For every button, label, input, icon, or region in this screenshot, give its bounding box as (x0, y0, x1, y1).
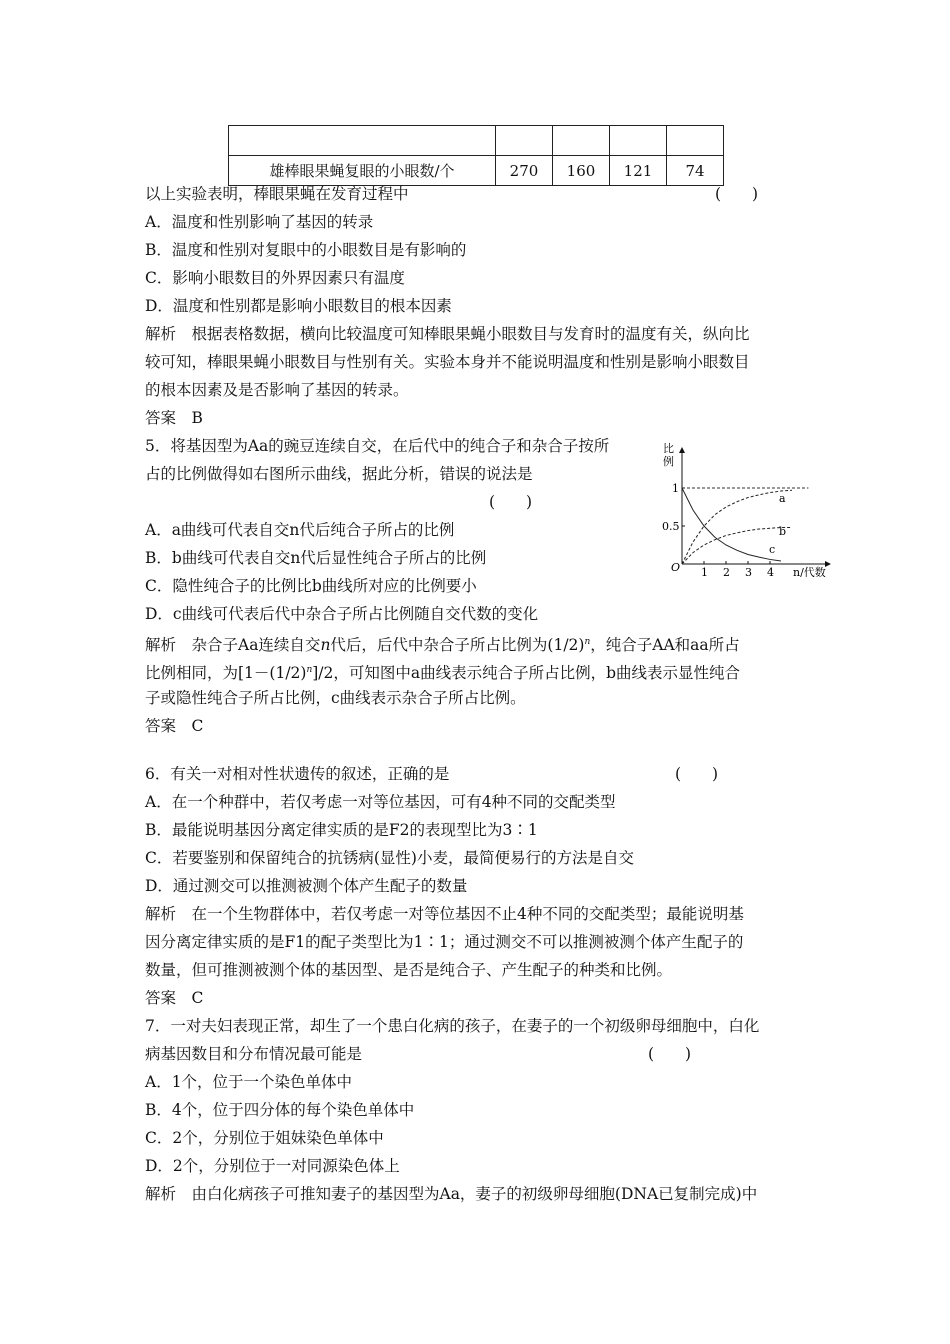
q7-paren: ( ) (648, 1045, 692, 1063)
data-table (228, 125, 724, 186)
table-cell: 74 (667, 156, 724, 186)
q4-analysis-line: 解析 根据表格数据，横向比较温度可知棒眼果蝇小眼数目与发育时的温度有关，纵向比 (145, 325, 750, 343)
q4-option-d: D．温度和性别都是影响小眼数目的根本因素 (145, 297, 452, 315)
q7-stem-line: 7．一对夫妇表现正常，却生了一个患白化病的孩子，在妻子的一个初级卵母细胞中，白化 (145, 1017, 760, 1035)
q4-paren: ( ) (715, 185, 759, 203)
q5-analysis-line: 解析 杂合子Aa连续自交n代后，后代中杂合子所占比例为$(1/2)^n$，纯合子AA和aa所占 (145, 636, 740, 655)
series-a-line (682, 490, 792, 564)
x-tick-label: 4 (767, 566, 774, 577)
q5-stem-line: 占的比例做得如右图所示曲线，据此分析，错误的说法是 (145, 465, 533, 483)
x-axis-label: n/代数 (793, 566, 826, 577)
q6-option-a: A．在一个种群中，若仅考虑一对等位基因，可有4种不同的交配类型 (145, 793, 616, 811)
q5-paren: ( ) (489, 493, 533, 511)
q7-option-a: A．1个，位于一个染色单体中 (145, 1073, 353, 1091)
q5-option-b: B．b曲线可代表自交n代后显性纯合子所占的比例 (145, 549, 487, 567)
q5-stem-line: 5．将基因型为Aa的豌豆连续自交，在后代中的纯合子和杂合子按所 (145, 437, 610, 455)
q6-answer: 答案 C (145, 989, 204, 1007)
q5-analysis-line: 子或隐性纯合子所占比例，c曲线表示杂合子所占比例。 (145, 689, 526, 707)
q5-analysis-line: 比例相同，为$[1-(1/2)^n]/2$，可知图中a曲线表示纯合子所占比例，b曲线表示显性纯合 (145, 664, 741, 683)
q6-analysis-line: 数量，但可推测被测个体的基因型、是否是纯合子、产生配子的种类和比例。 (145, 961, 673, 979)
q4-option-a: A．温度和性别影响了基因的转录 (145, 213, 374, 231)
table-cell: 160 (553, 156, 610, 186)
q6-stem: 6．有关一对相对性状遗传的叙述，正确的是 (145, 765, 450, 783)
q7-option-b: B．4个，位于四分体的每个染色单体中 (145, 1101, 415, 1119)
table-cell: 121 (610, 156, 667, 186)
series-a-label: a (779, 492, 786, 505)
q6-option-d: D．通过测交可以推测被测个体产生配子的数量 (145, 877, 468, 895)
q5-option-d: D．c曲线可代表后代中杂合子所占比例随自交代数的变化 (145, 605, 539, 623)
q6-analysis-line: 因分离定律实质的是F1的配子类型比为1∶1；通过测交不可以推测被测个体产生配子的 (145, 933, 744, 951)
q4-analysis-line: 的根本因素及是否影响了基因的转录。 (145, 381, 409, 399)
table-row-label: 雄棒眼果蝇复眼的小眼数/个 (229, 156, 496, 186)
q7-option-c: C．2个，分别位于姐妹染色单体中 (145, 1129, 384, 1147)
q4-option-b: B．温度和性别对复眼中的小眼数目是有影响的 (145, 241, 467, 259)
x-tick-label: 2 (723, 566, 730, 577)
series-b-label: b (779, 525, 787, 538)
q4-stem: 以上实验表明，棒眼果蝇在发育过程中 (145, 185, 409, 203)
y-tick-label: 0.5 (662, 520, 680, 533)
origin-label: O (671, 561, 681, 574)
q4-option-c: C．影响小眼数目的外界因素只有温度 (145, 269, 405, 287)
q6-analysis-line: 解析 在一个生物群体中，若仅考虑一对等位基因不止4种不同的交配类型；最能说明基 (145, 905, 744, 923)
ratio-curve-chart (655, 442, 835, 577)
q4-answer: 答案 B (145, 409, 203, 427)
q6-option-c: C．若要鉴别和保留纯合的抗锈病(显性)小麦，最简便易行的方法是自交 (145, 849, 634, 867)
table-cell: 270 (496, 156, 553, 186)
q5-option-a: A．a曲线可代表自交n代后纯合子所占的比例 (145, 521, 455, 539)
x-tick-label: 3 (745, 566, 752, 577)
q6-option-b: B．最能说明基因分离定律实质的是F2的表现型比为3∶1 (145, 821, 538, 839)
q7-option-d: D．2个，分别位于一对同源染色体上 (145, 1157, 400, 1175)
x-tick-label: 1 (701, 566, 708, 577)
table-row (229, 156, 724, 186)
y-axis-label: 比例 (663, 442, 674, 468)
table-row-empty (229, 126, 724, 156)
y-tick-label: 1 (672, 482, 679, 495)
q6-paren: ( ) (675, 765, 719, 783)
q7-stem-line: 病基因数目和分布情况最可能是 (145, 1045, 363, 1063)
series-b-line (682, 528, 792, 564)
series-c-label: c (769, 543, 776, 556)
q5-answer: 答案 C (145, 717, 204, 735)
q7-analysis-line: 解析 由白化病孩子可推知妻子的基因型为Aa，妻子的初级卵母细胞(DNA已复制完成)中 (145, 1185, 758, 1203)
q5-option-c: C．隐性纯合子的比例比b曲线所对应的比例要小 (145, 577, 477, 595)
q4-analysis-line: 较可知，棒眼果蝇小眼数目与性别有关。实验本身并不能说明温度和性别是影响小眼数目 (145, 353, 750, 371)
